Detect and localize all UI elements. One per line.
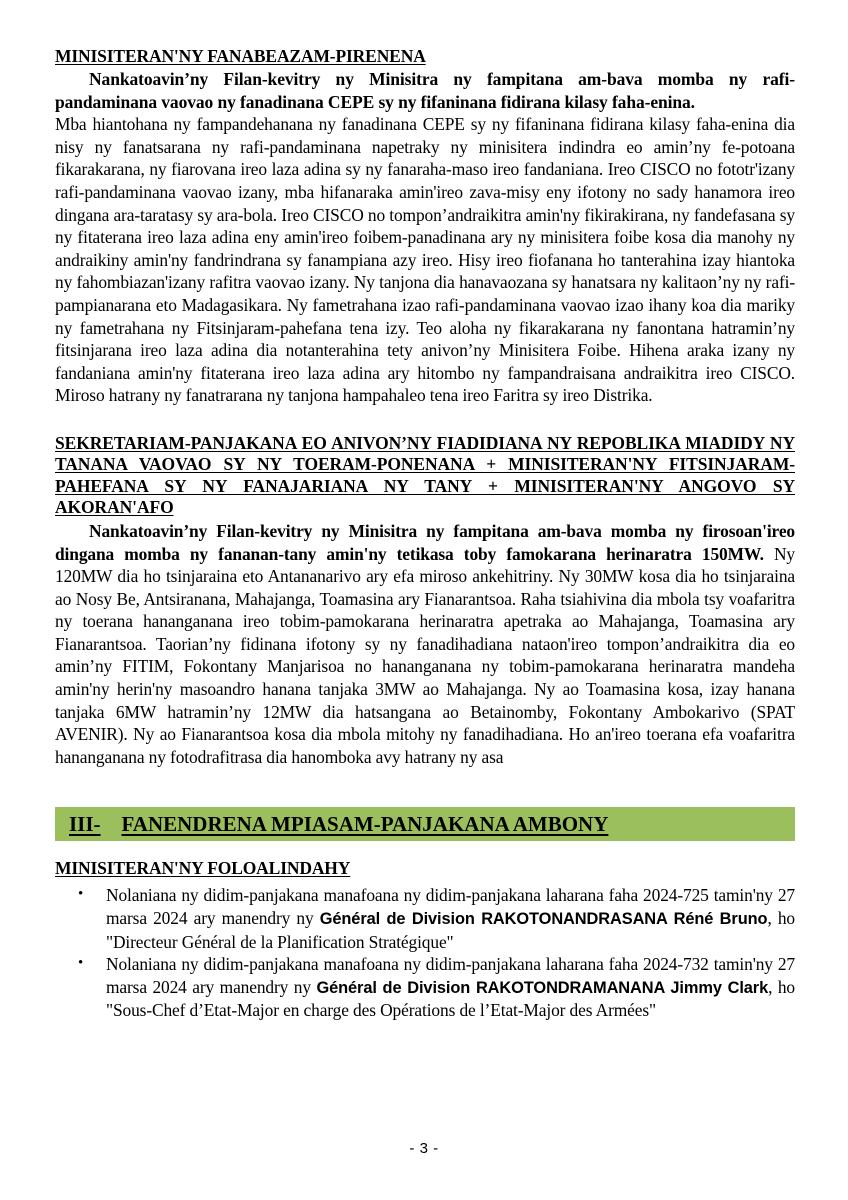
- appointments-banner: [55, 807, 795, 841]
- education-lead-paragraph: Nankatoavin’ny Filan-kevitry ny Minisitra ny fampitana am-bava momba ny rafi-pandaminana vaovao ny fanadinana CEPE sy ny fifaninana fidirana kilasy faha-enina.: [55, 69, 795, 112]
- appointments-banner-title: FANENDRENA MPIASAM-PANJAKANA AMBONY: [121, 811, 609, 836]
- list-item: [55, 884, 795, 953]
- land-energy-section-heading: SEKRETARIAM-PANJAKANA EO ANIVON’NY FIADIDIANA NY REPOBLIKA MIADIDY NY TANANA VAOVAO SY NY TOERAM-PONENANA + MINISITERAN'NY FITSINJARAM-PAHEFANA SY NY FANAJARIANA NY TANY + MINISITERAN'NY ANGOVO SY AKORAN'AFO: [55, 432, 795, 518]
- appointment-officer-name: Général de Division RAKOTONANDRASANA Réné Bruno: [319, 910, 768, 929]
- appointment-officer-name: Général de Division RAKOTONDRAMANANA Jimmy Clark: [316, 978, 769, 997]
- education-section-heading: MINISITERAN'NY FANABEAZAM-PIRENENA: [55, 46, 426, 66]
- page-number-footer: - 3 -: [409, 1140, 439, 1157]
- section-appointments: [55, 807, 795, 1022]
- land-energy-body-paragraph: [55, 520, 795, 769]
- appointment-text-after: , ho "Sous-Chef d’Etat-Major en charge des Opérations de l’Etat-Major des Armées": [106, 976, 796, 1021]
- appointment-text-before: Nolaniana ny didim-panjakana manafoana ny didim-panjakana laharana faha 2024-725 tamin'ny 27 marsa 2024 ary manendry ny: [106, 885, 795, 929]
- land-energy-lead-bold: Nankatoavin’ny Filan-kevitry ny Minisitra ny fampitana am-bava momba ny firosoan'ireo dingana momba ny fananan-tany amin'ny tetikasa toby famokarana herinaratra 150MW.: [55, 520, 795, 564]
- section-land-energy: [55, 433, 795, 769]
- appointment-text-before: Nolaniana ny didim-panjakana manafoana ny didim-panjakana laharana faha 2024-732 tamin'ny 27 marsa 2024 ary manendry ny: [106, 954, 795, 997]
- education-body-paragraph: Mba hiantohana ny fampandehanana ny fanadinana CEPE sy ny fifaninana fidirana kilasy faha-enina dia nisy ny fanatsarana ny rafi-pandaminana napetraky ny minisitera indindra eo amin’ny fe-potoana fikarakarana, ny fiarovana ireo laza adina sy ny fanaraha-maso ireo fandaniana. Ireo CISCO no fototr'izany rafi-pandaminana vaovao izany, mba hifanaraka amin'ireo zava-misy eny ifotony no sady hanamora ireo dingana ara-taratasy sy ara-bola. Ireo CISCO no tompon’andraikitra amin'ny fikirakirana, ny fandefasana sy ny fitaterana ireo laza adina eny amin'ireo foibem-panadinana ary ny minisitera foibe kosa dia manohy ny andraikiny amin'ny fandrindrana sy fanampiana azy ireo. Hisy ireo fiofanana ho tanterahina izay hiantoka ny fahombiazan'izany rafitra vaovao izany. Ny tanjona dia hanavaozana sy hanatsara ny kalitaon’ny ny rafi-pampianarana eto Madagasikara. Ny fametrahana izao rafi-pandaminana vaovao izao ihany koa dia mariky ny fametrahana ny Fitsinjaram-pahefana tena izy. Teo aloha ny fikarakarana ny fanontana hatramin’ny fitsinjarana ireo laza adina dia notanterahina tety anivon’ny Minisitera Foibe. Hihena araka izany ny fandaniana amin'ny fitaterana ireo laza adina ary hitombo ny fampandraisana andraikitra ireo CISCO. Miroso hatrany ny fanatrarana ny tanjona hampahaleo tena ireo Faritra sy ireo Distrika.: [55, 114, 795, 406]
- appointments-banner-numeral: III-: [69, 811, 101, 836]
- spacer-after-education: [55, 407, 795, 433]
- spacer-before-banner: [55, 768, 795, 804]
- appointment-text-after: , ho "Directeur Général de la Planification Stratégique": [106, 908, 796, 952]
- spacer-after-banner: [55, 841, 795, 858]
- defense-ministry-heading: MINISITERAN'NY FOLOALINDAHY: [55, 858, 351, 879]
- land-energy-body-text: Ny 120MW dia ho tsinjaraina eto Antananarivo ary efa miroso ankehitriny. Ny 30MW kosa dia ho tsinjaraina ao Nosy Be, Antsiranana, Mahajanga, Toamasina ary Fianarantsoa. Raha tsiahivina dia mbola tsy voafaritra ny toerana hananganana ireo tobim-pamokarana herinaratra apetraka ao Mahajanga, Toamasina ary Fianarantsoa. Taorian’ny fidinana ifotony sy ny fanadihadiana nataon'ireo tompon’andraikitra dia eo amin’ny FITIM, Fokontany Manjarisoa no hananganana ny tobim-pamokarana herinaratra mandeha amin'ny herin'ny masoandro hanana tanjaka 3MW ao Mahajanga. Ny ao Toamasina kosa, izay hanana tanjaka 6MW hatramin’ny 12MW dia hatsangana ao Betainomby, Fokontany Ambokarivo (SPAT AVENIR). Ny ao Fianarantsoa kosa dia mbola mitohy ny fanadihadiana. Ho an'ireo toerana efa voafaritra hananganana ny fotodrafitrasa dia hanomboka avy hatrany ny asa: [55, 543, 795, 767]
- section-education: [55, 46, 795, 407]
- appointments-list: [55, 884, 795, 1022]
- list-item: [55, 953, 795, 1022]
